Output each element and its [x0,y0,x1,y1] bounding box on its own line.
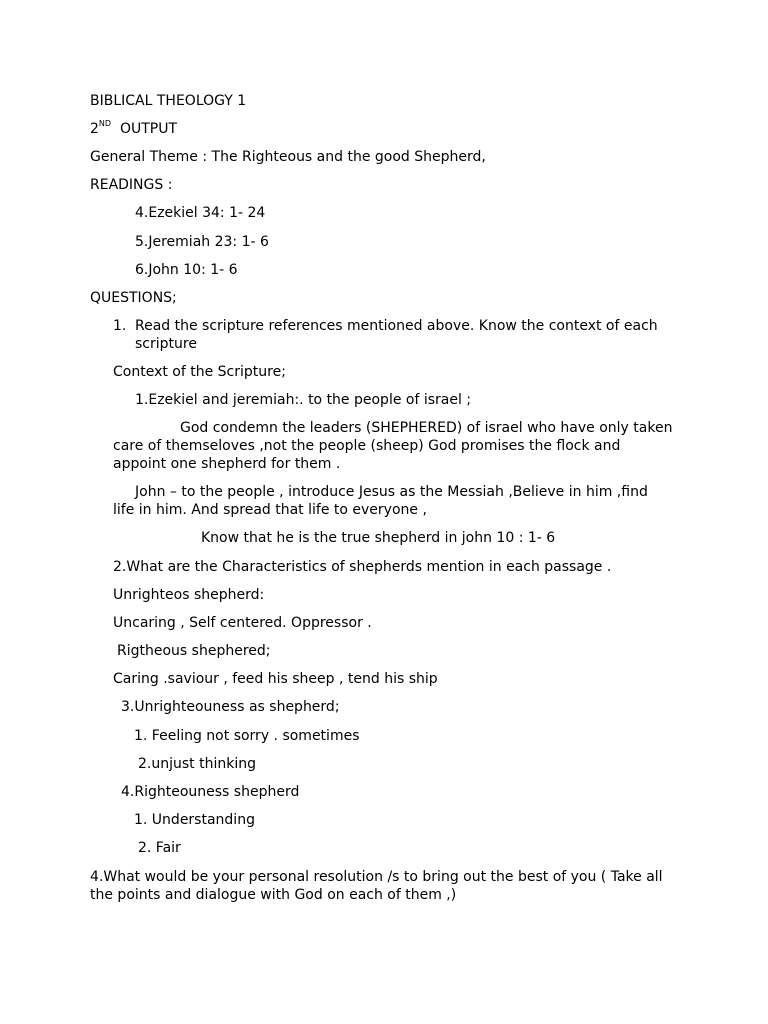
question-1-text: Read the scripture references mentioned above. Know the context of each [135,318,658,334]
output-number: 2 [90,121,99,137]
list-item: 1. Feeling not sorry . sometimes [134,728,360,744]
question-3: 3.Unrighteouness as shepherd; [121,699,340,715]
question-1-number: 1. [113,318,127,334]
righteous-traits: Caring .saviour , feed his sheep , tend his ship [113,671,438,687]
reading-item: 6.John 10: 1- 6 [135,262,238,278]
questions-heading: QUESTIONS; [90,290,177,306]
god-condemn-paragraph: God condemn the leaders (SHEPHERED) of israel who have only taken care of themseloves ,not the people (sheep) God promises the flock and appoint one shepherd for them . [113,420,673,472]
unrighteous-heading: Unrighteos shepherd: [113,587,265,603]
question-4-resolution: 4.What would be your personal resolution /s to bring out the best of you ( Take all the points and dialogue with God on each of them ,) [90,869,663,903]
document-title: BIBLICAL THEOLOGY 1 [90,93,247,109]
john-paragraph: John – to the people , introduce Jesus as the Messiah ,Believe in him ,find life in him. And spread that life to everyone , [113,484,648,518]
reading-item: 4.Ezekiel 34: 1- 24 [135,205,266,221]
question-2: 2.What are the Characteristics of shepherds mention in each passage . [113,559,612,575]
list-item: 2. Fair [138,840,181,856]
list-item: 1. Understanding [134,812,255,828]
true-shepherd-line: Know that he is the true shepherd in john 10 : 1- 6 [201,530,556,546]
output-superscript: ND [98,119,112,129]
reading-item: 5.Jeremiah 23: 1- 6 [135,234,269,250]
question-4-righteousness: 4.Righteouness shepherd [121,784,300,800]
context-item-ezekiel-jeremiah: 1.Ezekiel and jeremiah:. to the people of israel ; [135,392,472,408]
question-1-text-continued: scripture [135,336,197,352]
general-theme: General Theme : The Righteous and the good Shepherd, [90,149,486,165]
output-label: OUTPUT [119,121,178,137]
list-item: 2.unjust thinking [138,756,256,772]
readings-heading: READINGS : [90,177,173,193]
output-heading [90,120,177,138]
unrighteous-traits: Uncaring , Self centered. Oppressor . [113,615,372,631]
righteous-heading: Rigtheous shephered; [117,643,271,659]
context-heading: Context of the Scripture; [113,364,286,380]
